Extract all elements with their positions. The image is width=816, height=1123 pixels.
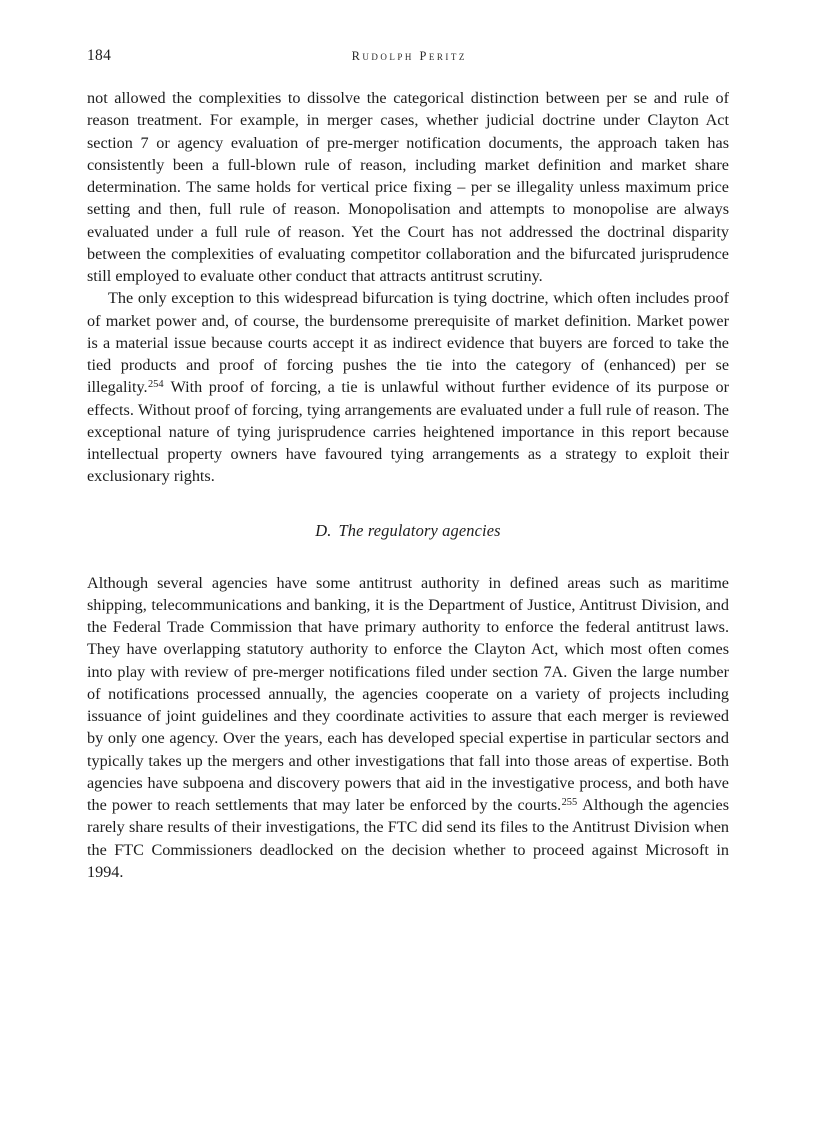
paragraph-tying-doctrine — [87, 287, 729, 487]
paragraph-text-part-2: With proof of forcing, a tie is unlawful without further evidence of its purpose or effects. Without proof of forcing, tying arrangements are evaluated under a full rule of reason. The exceptional nature of tying jurisprudence carries heightened importance in this report because intellectual property owners have favoured tying arrangements as a strategy to exploit their exclusionary rights. — [87, 378, 729, 486]
section-heading-title: The regulatory agencies — [338, 520, 501, 540]
paragraph-text-part-1: The only exception to this widespread bifurcation is tying doctrine, which often includes proof of market power and, of course, the burdensome prerequisite of market definition. Market power is a material issue because courts accept it as indirect evidence that buyers are forced to take the tied products and proof of forcing pushes the tie into the category of (enhanced) per se illegality. — [87, 289, 729, 397]
heading-spacer-above — [87, 488, 729, 520]
paragraph-regulatory-agencies — [87, 572, 729, 884]
page-number: 184 — [87, 47, 112, 64]
running-head-title: Rudolph Peritz — [351, 49, 467, 63]
footnote-reference-255[interactable]: 255 — [561, 796, 578, 808]
section-heading-letter: D. — [315, 520, 332, 540]
running-head — [87, 46, 729, 66]
paragraph-continuation: not allowed the complexities to dissolve the categorical distinction between per se and rule of reason treatment. For example, in merger cases, whether judicial doctrine under Clayton Act section 7 or agency evaluation of pre-merger notification documents, the approach taken has consistently been a full-blown rule of reason, including market definition and market share determination. The same holds for vertical price fixing – per se illegality unless maximum price setting and then, full rule of reason. Monopolisation and attempts to monopolise are always evaluated under a full rule of reason. Yet the Court has not addressed the doctrinal disparity between the complexities of evaluating competitor collaboration and the bifurcated jurisprudence still employed to evaluate other conduct that attracts antitrust scrutiny. — [87, 89, 729, 285]
paragraph-text-part-2: Although the agencies rarely share results of their investigations, the FTC did send its files to the Antitrust Division when the FTC Commissioners deadlocked on the decision whether to proceed against Microsoft in 1994. — [87, 796, 729, 881]
paragraph-text-part-1: Although several agencies have some antitrust authority in defined areas such as maritime shipping, telecommunications and banking, it is the Department of Justice, Antitrust Division, and the Federal Trade Commission that have primary authority to enforce the federal antitrust laws. They have overlapping statutory authority to enforce the Clayton Act, which most often comes into play with review of pre-merger notifications filed under section 7A. Given the large number of notifications processed annually, the agencies cooperate on a variety of projects including issuance of joint guidelines and they coordinate activities to assure that each merger is reviewed by only one agency. Over the years, each has developed special expertise in particular sectors and typically takes up the mergers and other investigations that fall into those areas of expertise. Both agencies have subpoena and discovery powers that aid in the investigative process, and both have the power to reach settlements that may later be enforced by the courts. — [87, 573, 729, 814]
text-column — [87, 87, 729, 883]
heading-spacer-below — [87, 542, 729, 572]
section-heading — [87, 520, 729, 542]
footnote-reference-254[interactable]: 254 — [147, 378, 164, 390]
